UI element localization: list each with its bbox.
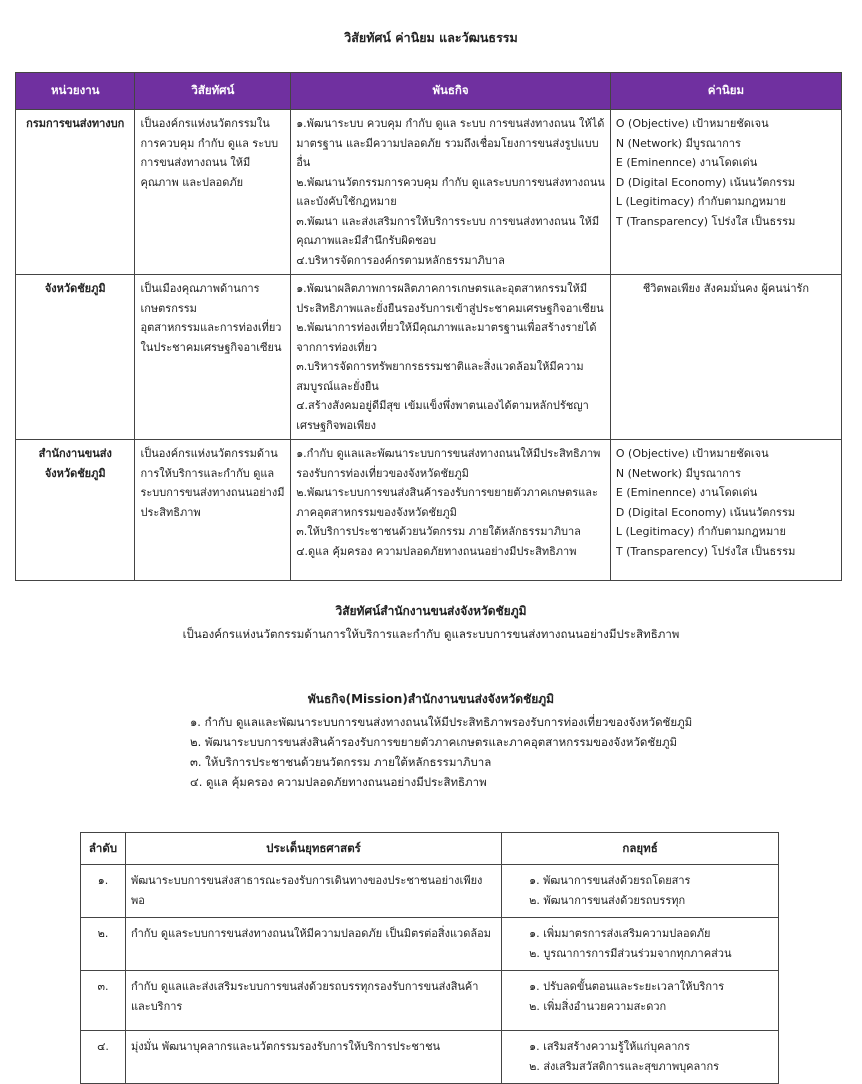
unit-line: สำนักงานขนส่ง bbox=[38, 447, 112, 460]
unit-line: จังหวัดชัยภูมิ bbox=[44, 466, 106, 480]
value-line: L (Legitimacy) กำกับตามกฎหมาย bbox=[615, 525, 786, 538]
unit-cell: กรมการขนส่งทางบก bbox=[16, 110, 135, 275]
value-line: N (Network) มีบูรณาการ bbox=[615, 466, 741, 480]
table-row bbox=[81, 971, 779, 1031]
col-header-values: ค่านิยม bbox=[610, 73, 841, 110]
mission-line: ๒.พัฒนาการท่องเที่ยวให้มีคุณภาพและมาตรฐานเพื่อสร้างรายได้ bbox=[296, 321, 597, 334]
table-row bbox=[16, 440, 842, 581]
issue-cell: พัฒนาระบบการขนส่งสาธารณะรองรับการเดินทางของประชาชนอย่างเพียงพอ bbox=[125, 865, 501, 918]
vision-heading: วิสัยทัศน์สำนักงานขนส่งจังหวัดชัยภูมิ bbox=[335, 604, 527, 618]
mission-line: ๒.พัฒนาระบบการขนส่งสินค้ารองรับการขยายตัวภาคเกษตรและ bbox=[296, 486, 598, 499]
vision-line: ในประชาคมเศรษฐกิจอาเซียน bbox=[140, 340, 282, 354]
mission-line: ๓.บริหารจัดการทรัพยากรธรรมชาติและสิ่งแวดล้อมให้มีความ bbox=[296, 360, 584, 373]
strategy-cell bbox=[502, 865, 779, 918]
order-cell: ๓. bbox=[81, 971, 126, 1031]
vision-statement: เป็นองค์กรแห่งนวัตกรรมด้านการให้บริการและกำกับ ดูแลระบบการขนส่งทางถนนอย่างมีประสิทธิภาพ bbox=[182, 627, 680, 641]
unit-cell: จังหวัดชัยภูมิ bbox=[16, 275, 135, 440]
value-line: T (Transparency) โปร่งใส เป็นธรรม bbox=[615, 214, 796, 228]
unit-cell bbox=[16, 440, 135, 581]
mission-line: มาตรฐาน และมีความปลอดภัย รวมถึงเชื่อมโยงการขนส่งรูปแบบ bbox=[296, 136, 599, 150]
vision-line: อุตสาหกรรมและการท่องเที่ยว bbox=[140, 321, 282, 334]
order-cell: ๑. bbox=[81, 865, 126, 918]
mission-heading: พันธกิจ(Mission)สำนักงานขนส่งจังหวัดชัยภูมิ bbox=[307, 692, 555, 706]
mission-line: ๒.พัฒนานวัตกรรมการควบคุม กำกับ ดูแลระบบการขนส่งทางถนน bbox=[296, 175, 605, 189]
value-line: D (Digital Economy) เน้นนวัตกรรม bbox=[615, 175, 796, 189]
value-line: E (Eminennce) งานโดดเด่น bbox=[615, 486, 758, 499]
mission-cell bbox=[291, 440, 611, 581]
strategy-item: ๒. บูรณาการการมีส่วนร่วมจากทุกภาคส่วน bbox=[529, 947, 732, 960]
values-cell bbox=[610, 440, 841, 581]
order-cell: ๔. bbox=[81, 1031, 126, 1084]
mission-line: ๑.พัฒนาระบบ ควบคุม กำกับ ดูแล ระบบ การขนส่งทางถนน ให้ได้ bbox=[296, 117, 605, 130]
issue-cell: กำกับ ดูแลระบบการขนส่งทางถนนให้มีความปลอดภัย เป็นมิตรต่อสิ่งแวดล้อม bbox=[125, 918, 501, 971]
mission-cell bbox=[291, 275, 611, 440]
mission-line: สมบูรณ์และยั่งยืน bbox=[296, 379, 379, 393]
table-row bbox=[81, 918, 779, 971]
vision-cell: เป็นองค์กรแห่งนวัตกรรมด้าน การให้บริการและกำกับ ดูแล ระบบการขนส่งทางถนนอย่างมี ประสิทธิภาพ bbox=[135, 440, 291, 581]
strategy-table-header bbox=[81, 833, 779, 865]
vision-cell: เป็นองค์กรแห่งนวัตกรรมใน การควบคุม กำกับ ดูแล ระบบ การขนส่งทางถนน ให้มีคุณภาพ และปลอดภัย bbox=[135, 110, 291, 275]
strategy-cell bbox=[502, 1031, 779, 1084]
vision-line: เป็นเมืองคุณภาพด้านการ bbox=[140, 282, 260, 295]
mission-line: ๔.บริหารจัดการองค์กรตามหลักธรรมาภิบาล bbox=[296, 253, 505, 267]
mission-list bbox=[190, 712, 830, 792]
strategy-item: ๑. ปรับลดขั้นตอนและระยะเวลาให้บริการ bbox=[529, 980, 725, 993]
issue-cell: มุ่งมั่น พัฒนาบุคลากรและนวัตกรรมรองรับการให้บริการประชาชน bbox=[125, 1031, 501, 1084]
mission-line: ๑.พัฒนาผลิตภาพการผลิตภาคการเกษตรและอุตสาหกรรมให้มี bbox=[296, 282, 588, 295]
strategy-table bbox=[80, 832, 779, 1084]
col-header-unit: หน่วยงาน bbox=[16, 73, 135, 110]
issue-cell: กำกับ ดูแลและส่งเสริมระบบการขนส่งด้วยรถบรรทุกรองรับการขนส่งสินค้าและบริการ bbox=[125, 971, 501, 1031]
strategy-item: ๒. พัฒนาการขนส่งด้วยรถบรรทุก bbox=[529, 894, 686, 907]
mission-line: และบังคับใช้กฎหมาย bbox=[296, 195, 397, 208]
values-table bbox=[15, 72, 842, 581]
mission-line: รองรับการท่องเที่ยวของจังหวัดชัยภูมิ bbox=[296, 466, 469, 480]
strategy-item: ๒. ส่งเสริมสวัสดิการและสุขภาพบุคลากร bbox=[529, 1060, 720, 1073]
value-line: E (Eminennce) งานโดดเด่น bbox=[615, 156, 758, 169]
value-line: O (Objective) เป้าหมายชัดเจน bbox=[615, 447, 769, 460]
mission-line: อื่น bbox=[296, 156, 311, 169]
page-title: วิสัยทัศน์ ค่านิยม และวัฒนธรรม bbox=[344, 30, 518, 45]
value-line: O (Objective) เป้าหมายชัดเจน bbox=[615, 117, 769, 130]
table-row bbox=[81, 865, 779, 918]
col-header-vision: วิสัยทัศน์ bbox=[135, 73, 291, 110]
mission-line: คุณภาพและมีสำนึกรับผิดชอบ bbox=[296, 234, 437, 247]
table-row bbox=[81, 1031, 779, 1084]
mission-line: ๑.กำกับ ดูแลและพัฒนาระบบการขนส่งทางถนนให้มีประสิทธิภาพ bbox=[296, 447, 601, 460]
vision-cell bbox=[135, 275, 291, 440]
col-header-order: ลำดับ bbox=[81, 833, 126, 865]
values-cell: ชีวิตพอเพียง สังคมมั่นคง ผู้คนน่ารัก bbox=[610, 275, 841, 440]
table-row bbox=[16, 110, 842, 275]
mission-cell bbox=[291, 110, 611, 275]
list-item: ๑. กำกับ ดูแลและพัฒนาระบบการขนส่งทางถนนให้มีประสิทธิภาพรองรับการท่องเที่ยวของจังหวัดชัยภูมิ bbox=[190, 715, 693, 729]
values-table-header bbox=[16, 73, 842, 110]
mission-line: ๓.พัฒนา และส่งเสริมการให้บริการระบบ การขนส่งทางถนน ให้มี bbox=[296, 214, 600, 228]
vision-line: เกษตรกรรม bbox=[140, 301, 197, 315]
col-header-strategy: กลยุทธ์ bbox=[502, 833, 779, 865]
strategy-item: ๑. เสริมสร้างความรู้ให้แก่บุคลากร bbox=[529, 1040, 690, 1053]
mission-line: ๔.ดูแล คุ้มครอง ความปลอดภัยทางถนนอย่างมีประสิทธิภาพ bbox=[296, 544, 577, 558]
mission-line: ภาคอุตสาหกรรมของจังหวัดชัยภูมิ bbox=[296, 505, 457, 519]
strategy-item: ๑. เพิ่มมาตรการส่งเสริมความปลอดภัย bbox=[529, 927, 711, 940]
mission-line: เศรษฐกิจพอเพียง bbox=[296, 418, 376, 432]
strategy-cell bbox=[502, 971, 779, 1031]
list-item: ๓. ให้บริการประชาชนด้วยนวัตกรรม ภายใต้หลักธรรมาภิบาล bbox=[190, 755, 492, 769]
strategy-cell bbox=[502, 918, 779, 971]
col-header-issue: ประเด็นยุทธศาสตร์ bbox=[125, 833, 501, 865]
col-header-mission: พันธกิจ bbox=[291, 73, 611, 110]
list-item: ๔. ดูแล คุ้มครอง ความปลอดภัยทางถนนอย่างมีประสิทธิภาพ bbox=[190, 775, 487, 789]
order-cell: ๒. bbox=[81, 918, 126, 971]
list-item: ๒. พัฒนาระบบการขนส่งสินค้ารองรับการขยายตัวภาคเกษตรและภาคอุตสาหกรรมของจังหวัดชัยภูมิ bbox=[190, 735, 678, 749]
value-line: D (Digital Economy) เน้นนวัตกรรม bbox=[615, 505, 796, 519]
mission-line: ประสิทธิภาพและยั่งยืนรองรับการเข้าสู่ประชาคมเศรษฐกิจอาเซียน bbox=[296, 301, 604, 315]
strategy-item: ๑. พัฒนาการขนส่งด้วยรถโดยสาร bbox=[529, 874, 691, 887]
value-line: T (Transparency) โปร่งใส เป็นธรรม bbox=[615, 544, 796, 558]
value-line: N (Network) มีบูรณาการ bbox=[615, 136, 741, 150]
table-row bbox=[16, 275, 842, 440]
mission-line: จากการท่องเที่ยว bbox=[296, 340, 378, 354]
strategy-item: ๒. เพิ่มสิ่งอำนวยความสะดวก bbox=[529, 1000, 667, 1013]
value-line: L (Legitimacy) กำกับตามกฎหมาย bbox=[615, 195, 786, 208]
mission-line: ๓.ให้บริการประชาชนด้วยนวัตกรรม ภายใต้หลักธรรมาภิบาล bbox=[296, 525, 581, 538]
mission-line: ๔.สร้างสังคมอยู่ดีมีสุข เข้มแข็งพึ่งพาตนเองได้ตามหลักปรัชญา bbox=[296, 399, 589, 412]
values-cell bbox=[610, 110, 841, 275]
